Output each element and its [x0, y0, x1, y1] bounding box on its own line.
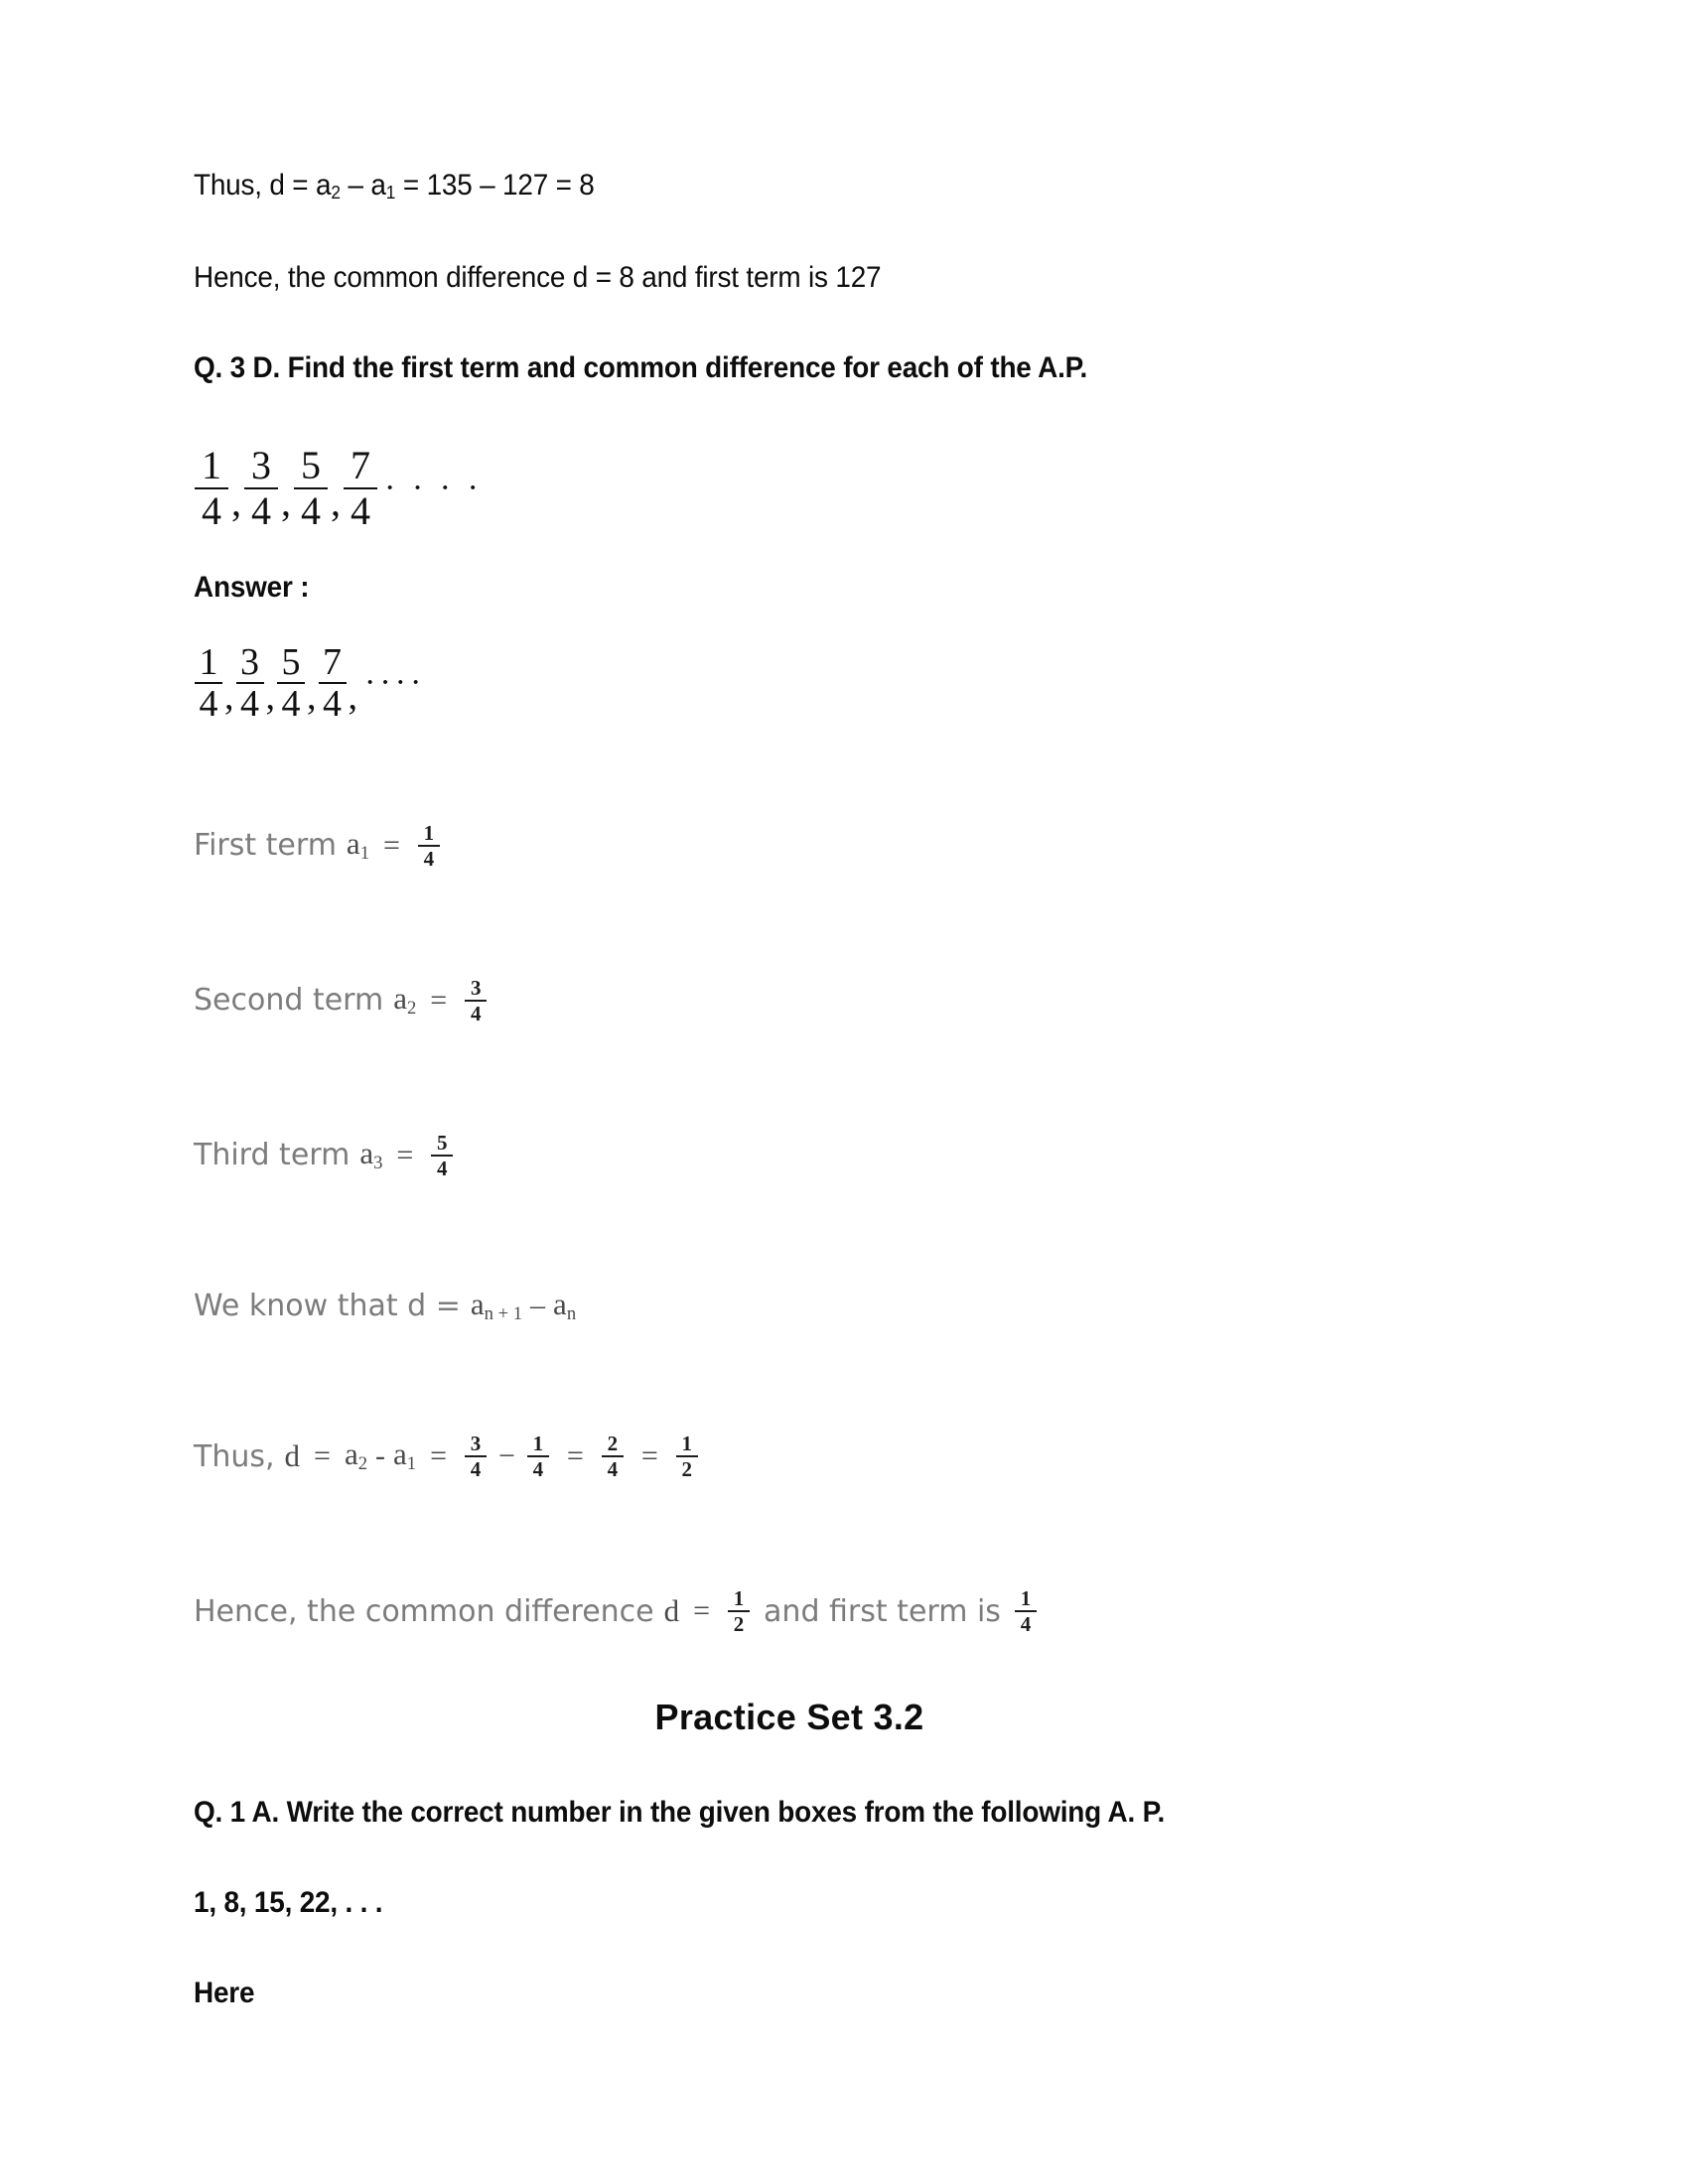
fraction-denominator: 4	[470, 1001, 482, 1025]
equals-sign: =	[396, 1138, 414, 1171]
thus-sub-1: 2	[331, 182, 341, 204]
fraction-numerator: 3	[470, 1432, 482, 1456]
fraction	[344, 442, 377, 533]
fraction-numerator: 7	[351, 442, 370, 487]
computation-fraction-4	[676, 1433, 698, 1480]
first-term-value	[418, 822, 440, 870]
computation-a2-subscript: 2	[357, 1453, 368, 1475]
formula-minus: –	[530, 1289, 546, 1322]
sequence-separator: ,	[231, 478, 241, 524]
fraction-denominator: 4	[323, 682, 342, 725]
fraction-numerator: 1	[199, 640, 218, 683]
fraction-numerator: 1	[1020, 1586, 1032, 1611]
fraction-numerator: 1	[423, 820, 435, 845]
answer-fraction-sequence	[194, 640, 1385, 725]
fraction-numerator: 5	[281, 640, 301, 683]
computation-a2: $a_2$	[344, 1436, 368, 1475]
conclusion-part-1: Hence, the common difference	[194, 1593, 654, 1629]
formula-text: We know that d =	[194, 1288, 461, 1323]
second-term-value	[465, 977, 487, 1024]
first-term-symbol: $a_1$	[346, 825, 369, 865]
fraction-denominator: 2	[733, 1612, 745, 1637]
computation-subtract-op: −	[498, 1439, 515, 1473]
question-heading: Q. 3 D. Find the first term and common difference for each of the A.P.	[194, 350, 1088, 384]
fraction-denominator: 4	[202, 487, 221, 533]
fraction	[195, 640, 222, 725]
spacer	[194, 531, 1385, 571]
computation-fraction-1	[465, 1433, 487, 1480]
sequence-ellipsis: ····	[364, 663, 426, 701]
fraction-numerator: 1	[202, 442, 221, 487]
sequence-ellipsis: · · · ·	[384, 469, 483, 506]
sequence-separator: ,	[281, 478, 291, 524]
third-term-value	[431, 1132, 453, 1179]
equals-sign: =	[314, 1439, 331, 1473]
fraction-denominator: 4	[532, 1457, 544, 1482]
computation-fraction-3	[602, 1433, 624, 1480]
computation-fraction-2	[527, 1433, 549, 1480]
previous-hence-line: Hence, the common difference d = 8 and first term is 127	[194, 260, 882, 294]
spacer	[194, 294, 1385, 351]
first-term-subscript: 1	[359, 843, 369, 865]
conclusion-d: d	[663, 1593, 680, 1629]
step-first-term	[194, 822, 1385, 870]
fraction	[195, 442, 228, 533]
formula-symbol-2: $a_n$	[553, 1286, 577, 1325]
fraction-numerator: 7	[323, 640, 342, 683]
fraction-numerator: 3	[470, 975, 482, 1000]
spacer	[194, 1919, 1385, 1977]
spacer	[194, 204, 1385, 261]
fraction-numerator: 1	[733, 1586, 745, 1611]
thus-sub-2: 1	[385, 182, 396, 204]
computation-a1-subscript: 1	[406, 1453, 417, 1475]
step-second-term	[194, 977, 1385, 1024]
step-conclusion	[194, 1587, 1385, 1635]
fraction-denominator: 4	[199, 682, 218, 725]
computation-prefix: Thus,	[194, 1438, 275, 1474]
conclusion-part-2: and first term is	[764, 1593, 1001, 1629]
computation-d: d	[284, 1438, 301, 1474]
fraction-numerator: 5	[301, 442, 321, 487]
fraction-denominator: 4	[423, 846, 435, 871]
spacer	[194, 604, 1385, 643]
computation-a1: $a_1$	[393, 1436, 417, 1475]
fraction-denominator: 4	[301, 487, 321, 533]
fraction-numerator: 3	[251, 442, 271, 487]
answer-label: Answer :	[194, 570, 310, 604]
third-term-label: Third term	[194, 1138, 351, 1173]
previous-thus-line	[194, 169, 1302, 204]
conclusion-first-term	[1015, 1587, 1037, 1635]
fraction-denominator: 4	[240, 682, 259, 725]
step-formula	[194, 1287, 1385, 1325]
sequence-separator: ,	[331, 478, 341, 524]
fraction-denominator: 2	[681, 1457, 693, 1482]
fraction-numerator: 3	[240, 640, 259, 683]
spacer	[194, 1635, 1385, 1697]
practice-sequence-line: 1, 8, 15, 22, . . .	[194, 1886, 383, 1920]
sequence-separator: ,	[307, 675, 317, 718]
second-term-label: Second term	[194, 983, 384, 1019]
conclusion-common-difference	[728, 1587, 750, 1635]
formula-symbol-1: $a_{n + 1}$	[470, 1286, 523, 1325]
third-term-subscript: 3	[373, 1153, 383, 1174]
fraction	[277, 640, 305, 725]
fraction	[294, 442, 328, 533]
equals-sign: =	[693, 1594, 711, 1628]
fraction-numerator: 1	[681, 1432, 693, 1456]
spacer	[194, 1179, 1385, 1287]
fraction-denominator: 4	[251, 487, 271, 533]
fraction-numerator: 1	[532, 1432, 544, 1456]
spacer	[194, 1829, 1385, 1886]
fraction-denominator: 4	[281, 682, 301, 725]
thus-tail: = 135 – 127 = 8	[395, 169, 595, 202]
thus-minus: – a	[340, 169, 386, 202]
practice-q1a-heading: Q. 1 A. Write the correct number in the given boxes from the following A. P.	[194, 1796, 1166, 1830]
practice-here-label: Here	[194, 1977, 255, 2010]
second-term-symbol: $a_2$	[393, 981, 417, 1020]
formula-subscript-1: n + 1	[484, 1303, 523, 1325]
fraction-denominator: 4	[1020, 1612, 1032, 1637]
second-term-subscript: 2	[406, 998, 417, 1020]
equals-sign: =	[566, 1439, 584, 1473]
fraction	[244, 442, 278, 533]
spacer	[194, 723, 1385, 822]
fraction-numerator: 2	[607, 1432, 619, 1456]
fraction	[319, 640, 347, 725]
equals-sign: =	[430, 983, 448, 1017]
fraction-numerator: 5	[437, 1130, 448, 1155]
spacer	[194, 1480, 1385, 1587]
step-computation	[194, 1433, 1385, 1480]
equals-sign: =	[640, 1439, 658, 1473]
fraction-denominator: 4	[437, 1156, 448, 1180]
question-fraction-sequence	[194, 442, 1385, 533]
thus-prefix: Thus, d = a	[194, 169, 332, 202]
equals-sign: =	[430, 1439, 447, 1473]
sequence-separator: ,	[265, 675, 275, 718]
spacer	[194, 1024, 1385, 1132]
fraction	[236, 640, 264, 725]
fraction-denominator: 4	[351, 487, 370, 533]
spacer	[194, 1325, 1385, 1433]
sequence-separator: ,	[224, 675, 234, 718]
formula-subscript-2: n	[566, 1303, 577, 1325]
third-term-symbol: $a_3$	[359, 1136, 383, 1174]
spacer	[194, 384, 1385, 446]
sequence-separator: ,	[348, 675, 357, 718]
computation-minus: -	[375, 1439, 386, 1473]
page-content	[194, 169, 1385, 2009]
spacer	[194, 870, 1385, 977]
equals-sign: =	[382, 828, 400, 862]
first-term-label: First term	[194, 828, 337, 864]
fraction-denominator: 4	[470, 1457, 482, 1482]
step-third-term	[194, 1132, 1385, 1179]
fraction-denominator: 4	[607, 1457, 619, 1482]
practice-set-heading: Practice Set 3.2	[654, 1697, 924, 1738]
spacer	[194, 1738, 1385, 1796]
